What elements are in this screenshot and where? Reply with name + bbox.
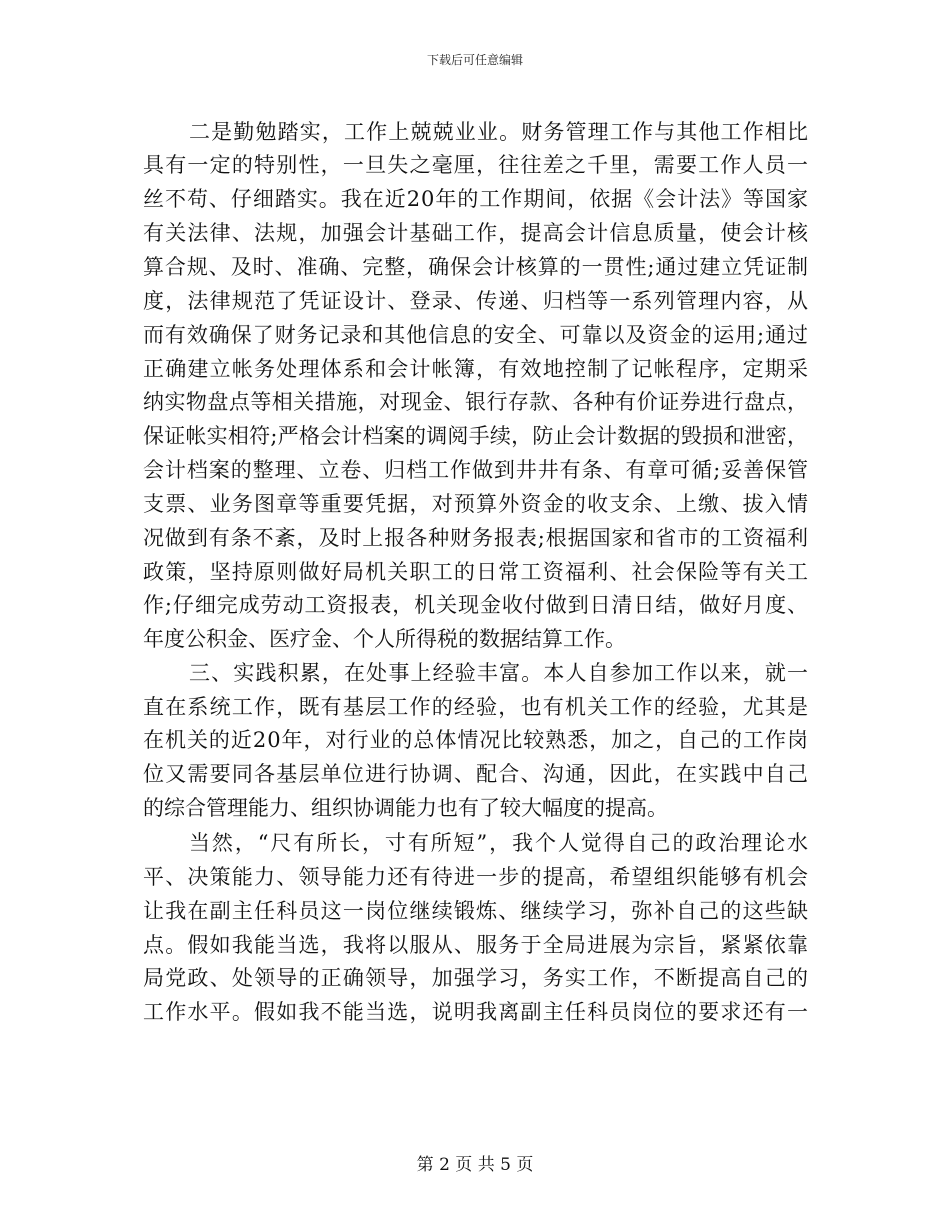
paragraph-line: 政策，坚持原则做好局机关职工的日常工资福利、社会保险等有关工: [143, 560, 810, 584]
paragraph-line: 让我在副主任科员这一岗位继续锻炼、继续学习，弥补自己的这些缺: [143, 899, 810, 923]
page-header: 下载后可任意编辑: [426, 53, 523, 67]
paragraph-line: 算合规、及时、准确、完整，确保会计核算的一贯性;通过建立凭证制: [143, 255, 809, 279]
paragraph-line: 年度公积金、医疗金、个人所得税的数据结算工作。: [143, 627, 626, 651]
paragraph-line: 位又需要同各基层单位进行协调、配合、沟通，因此，在实践中自己: [143, 762, 810, 786]
paragraph-line: 有关法律、法规，加强会计基础工作，提高会计信息质量，使会计核: [143, 221, 810, 245]
paragraph-line: 具有一定的特别性，一旦失之毫厘，往往差之千里，需要工作人员一: [143, 153, 810, 177]
paragraph-first-line: 二是勤勉踏实，工作上兢兢业业。财务管理工作与其他工作相比: [189, 120, 810, 144]
paragraph-first-line: 三、实践积累，在处事上经验丰富。本人自参加工作以来，就一: [189, 661, 810, 685]
paragraph-line: 而有效确保了财务记录和其他信息的安全、可靠以及资金的运用;通过: [143, 323, 809, 347]
paragraph-line: 会计档案的整理、立卷、归档工作做到井井有条、有章可循;妥善保管: [143, 458, 809, 482]
paragraph-line: 的综合管理能力、组织协调能力也有了较大幅度的提高。: [143, 796, 668, 820]
paragraph-line: 作;仔细完成劳动工资报表，机关现金收付做到日清日结，做好月度、: [143, 593, 809, 617]
paragraph-line: 况做到有条不紊，及时上报各种财务报表;根据国家和省市的工资福利: [143, 526, 809, 550]
paragraph-line: 丝不苟、仔细踏实。我在近20年的工作期间，依据《会计法》等国家: [143, 187, 809, 211]
paragraph-line: 局党政、处领导的正确领导，加强学习，务实工作，不断提高自己的: [143, 966, 810, 990]
paragraph-line: 纳实物盘点等相关措施，对现金、银行存款、各种有价证券进行盘点，: [143, 390, 809, 414]
paragraph-line: 工作水平。假如我不能当选，说明我离副主任科员岗位的要求还有一: [143, 1000, 810, 1024]
page-number-footer: 第 2 页 共 5 页: [416, 1155, 534, 1175]
paragraph-line: 在机关的近20年，对行业的总体情况比较熟悉，加之，自己的工作岗: [143, 728, 809, 752]
paragraph-line: 度，法律规范了凭证设计、登录、传递、归档等一系列管理内容，从: [143, 289, 810, 313]
paragraph-line: 平、决策能力、领导能力还有待进一步的提高，希望组织能够有机会: [143, 865, 810, 889]
paragraph-line: 保证帐实相符;严格会计档案的调阅手续，防止会计数据的毁损和泄密，: [143, 424, 809, 448]
paragraph-line: 正确建立帐务处理体系和会计帐簿，有效地控制了记帐程序，定期采: [143, 357, 810, 381]
paragraph-first-line: 当然，“尺有所长，寸有所短”，我个人觉得自己的政治理论水: [189, 831, 810, 855]
paragraph-line: 点。假如我能当选，我将以服从、服务于全局进展为宗旨，紧紧依靠: [143, 933, 810, 957]
paragraph-line: 支票、业务图章等重要凭据，对预算外资金的收支余、上缴、拔入情: [143, 492, 810, 516]
paragraph-line: 直在系统工作，既有基层工作的经验，也有机关工作的经验，尤其是: [143, 695, 810, 719]
